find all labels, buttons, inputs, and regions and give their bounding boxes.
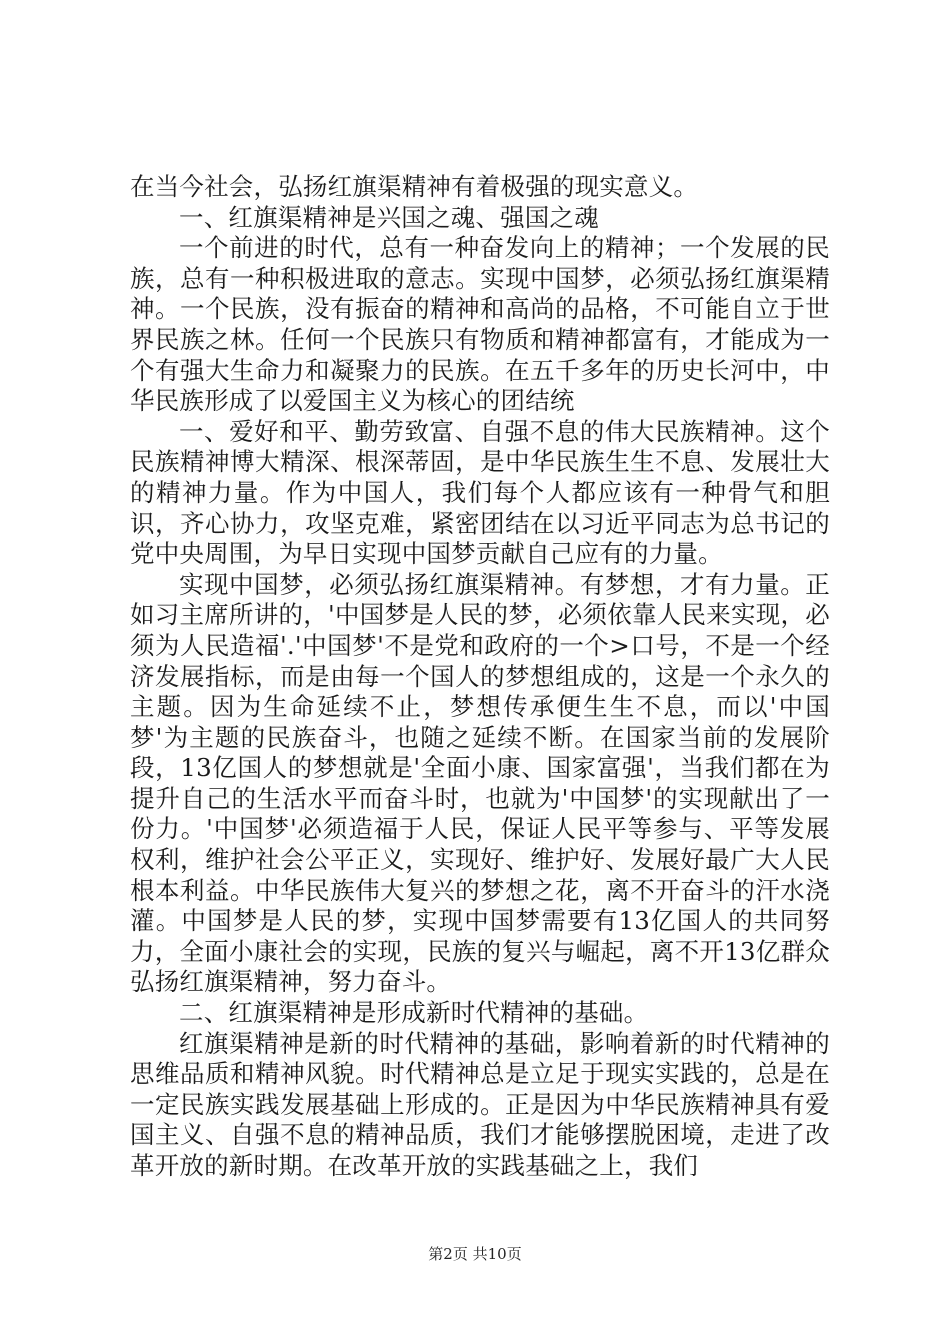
paragraph-5: 红旗渠精神是新的时代精神的基础，影响着新的时代精神的思维品质和精神风貌。时代精神总是立足于现实实践的，总是在一定民族实践发展基础上形成的。正是因为中华民族精神具有爱国主义、自强不息的精神品质，我们才能够摆脱困境，走进了改革开放的新时期。在改革开放的实践基础之上，我们 — [130, 1028, 830, 1180]
page-number-footer: 第2页 共10页 — [428, 1245, 522, 1263]
section-heading-2: 二、红旗渠精神是形成新时代精神的基础。 — [179, 998, 649, 1028]
body-text — [130, 172, 830, 1182]
paragraph-1: 在当今社会，弘扬红旗渠精神有着极强的现实意义。 — [130, 172, 699, 201]
paragraph-4: 实现中国梦，必须弘扬红旗渠精神。有梦想，才有力量。正如习主席所讲的，'中国梦是人民的梦，必须依靠人民来实现，必须为人民造福'.'中国梦'不是党和政府的一个>口号，不是一个经济发展指标，而是由每一个国人的梦想组成的，这是一个永久的主题。因为生命延续不止，梦想传承便生生不息，而以'中国梦'为主题的民族奋斗，也随之延续不断。在国家当前的发展阶段，13亿国人的梦想就是'全面小康、国家富强'，当我们都在为提升自己的生活水平而奋斗时，也就为'中国梦'的实现献出了一份力。'中国梦'必须造福于人民，保证人民平等参与、平等发展权利，维护社会公平正义，实现好、维护好、发展好最广大人民根本利益。中华民族伟大复兴的梦想之花，离不开奋斗的汗水浇灌。中国梦是人民的梦，实现中国梦需要有13亿国人的共同努力，全面小康社会的实现，民族的复兴与崛起，离不开13亿群众弘扬红旗渠精神，努力奋斗。 — [130, 569, 830, 997]
paragraph-2: 一个前进的时代，总有一种奋发向上的精神；一个发展的民族，总有一种积极进取的意志。实现中国梦，必须弘扬红旗渠精神。一个民族，没有振奋的精神和高尚的品格，不可能自立于世界民族之林。任何一个民族只有物质和精神都富有，才能成为一个有强大生命力和凝聚力的民族。在五千多年的历史长河中，中华民族形成了以爱国主义为核心的团结统 — [130, 233, 830, 416]
paragraph-3: 一、爱好和平、勤劳致富、自强不息的伟大民族精神。这个民族精神博大精深、根深蒂固，是中华民族生生不息、发展壮大的精神力量。作为中国人，我们每个人都应该有一种骨气和胆识，齐心协力，攻坚克难，紧密团结在以习近平同志为总书记的党中央周围，为早日实现中国梦贡献自己应有的力量。 — [130, 416, 830, 569]
section-heading-1: 一、红旗渠精神是兴国之魂、强国之魂 — [179, 202, 599, 232]
